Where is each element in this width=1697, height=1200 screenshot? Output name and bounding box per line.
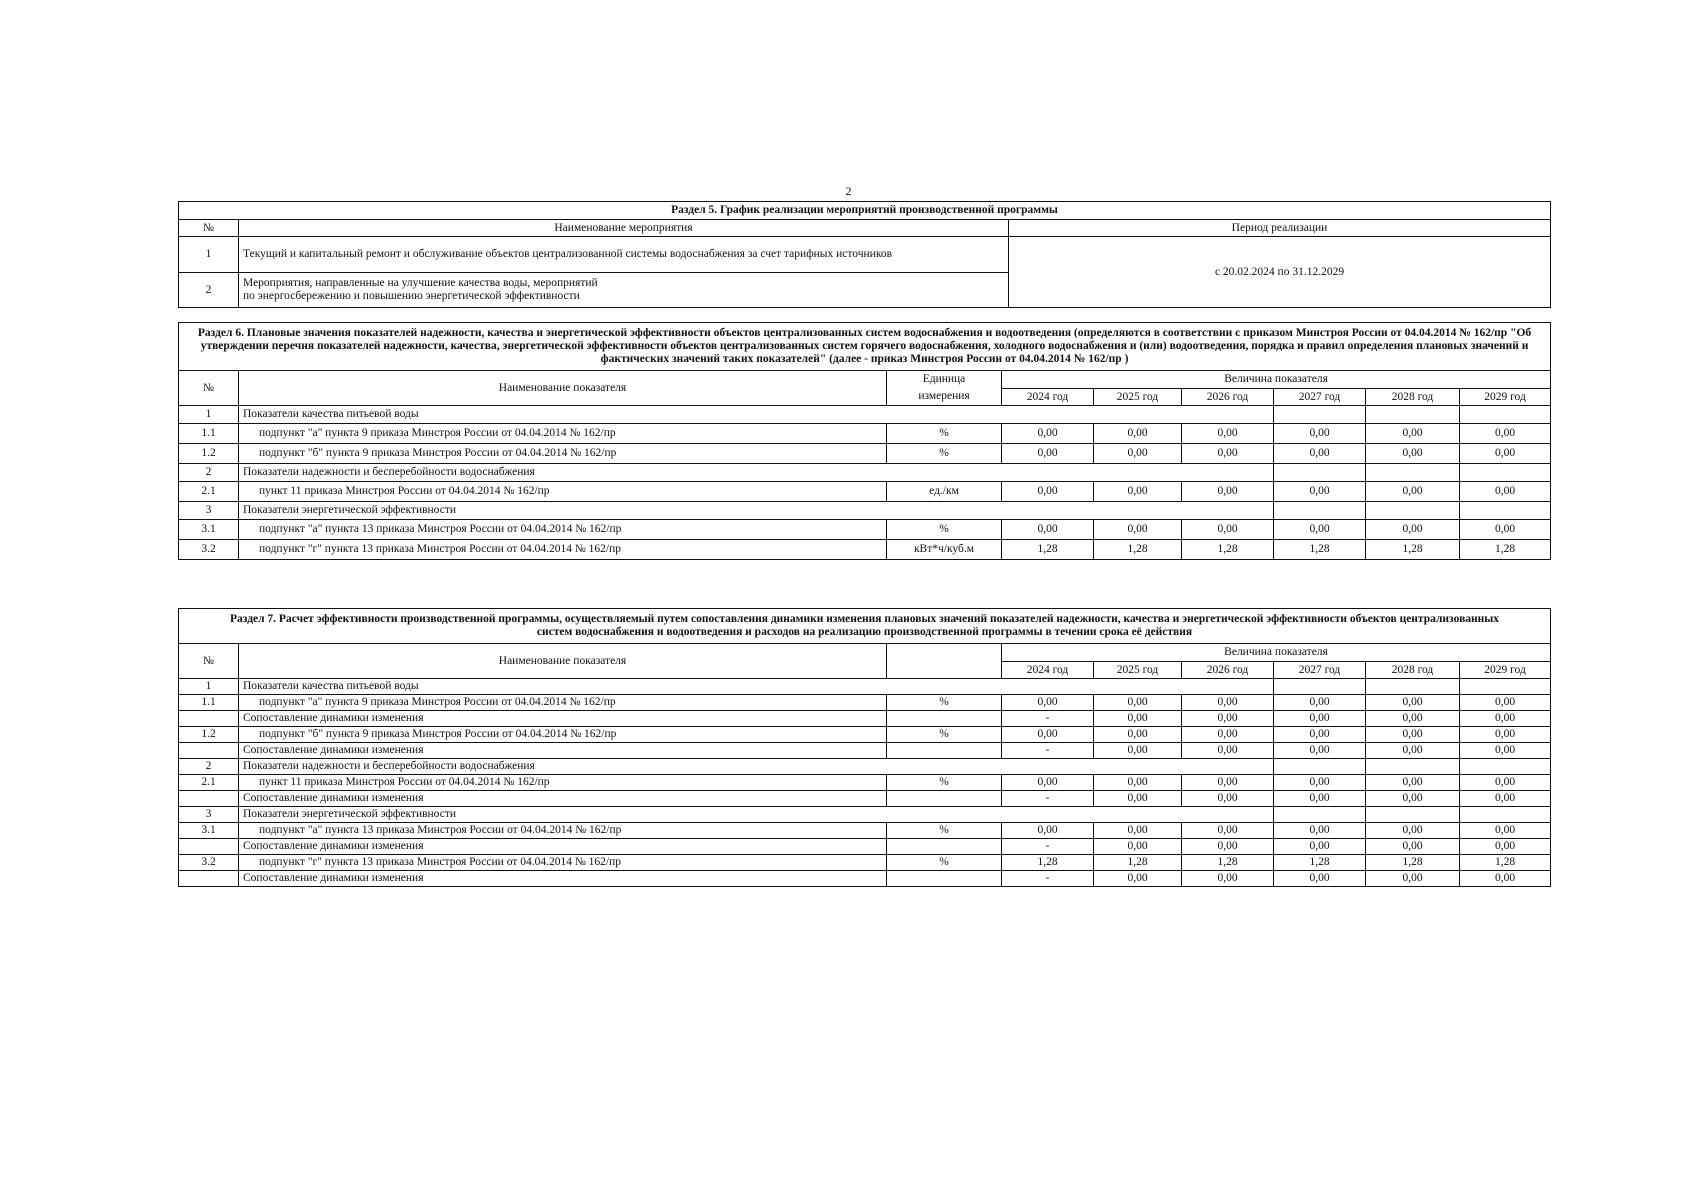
row-name (239, 273, 1009, 308)
table-row (179, 791, 1551, 807)
row-number: 2 (179, 464, 239, 482)
row-number: 2 (179, 273, 239, 308)
group-name: Показатели качества питьевой воды (239, 406, 1274, 424)
table-row (179, 775, 1551, 791)
section7-col-no: № (179, 644, 239, 679)
row-name-line: Мероприятия, направленные на улучшение качества воды, мероприятий (243, 277, 598, 289)
value-cell: 0,00 (1182, 743, 1274, 759)
section5-table (178, 201, 1551, 308)
value-cell: 0,00 (1094, 444, 1182, 464)
value-cell: 0,00 (1094, 743, 1182, 759)
row-number (179, 791, 239, 807)
value-cell: 0,00 (1274, 743, 1366, 759)
value-cell: 0,00 (1274, 520, 1366, 540)
table-row (179, 711, 1551, 727)
empty-cell (1460, 759, 1551, 775)
value-cell: 0,00 (1274, 775, 1366, 791)
section5-header-row (179, 220, 1551, 237)
value-cell: 1,28 (1274, 855, 1366, 871)
value-cell: 0,00 (1274, 727, 1366, 743)
value-cell: 0,00 (1274, 791, 1366, 807)
value-cell: 0,00 (1094, 775, 1182, 791)
value-cell: 0,00 (1366, 444, 1460, 464)
row-number: 3.1 (179, 823, 239, 839)
value-cell: 0,00 (1182, 791, 1274, 807)
value-cell: 0,00 (1460, 743, 1551, 759)
empty-cell (1366, 807, 1460, 823)
row-name: подпункт "б" пункта 9 приказа Минстроя России от 04.04.2014 № 162/пр (239, 727, 887, 743)
value-cell: 0,00 (1366, 871, 1460, 887)
row-name: пункт 11 приказа Минстроя России от 04.04.2014 № 162/пр (239, 775, 887, 791)
unit-cell (887, 871, 1002, 887)
value-cell: 0,00 (1460, 775, 1551, 791)
section7-title-row (179, 609, 1551, 644)
empty-cell (1366, 464, 1460, 482)
empty-cell (1274, 464, 1366, 482)
value-cell: 0,00 (1460, 444, 1551, 464)
row-number (179, 871, 239, 887)
unit-cell: % (887, 775, 1002, 791)
value-cell: 0,00 (1002, 444, 1094, 464)
unit-cell: % (887, 695, 1002, 711)
value-cell: 0,00 (1182, 871, 1274, 887)
value-cell: 0,00 (1274, 424, 1366, 444)
row-name: Сопоставление динамики изменения (239, 791, 887, 807)
empty-cell (1366, 406, 1460, 424)
row-number: 3 (179, 502, 239, 520)
row-number: 3.2 (179, 540, 239, 560)
unit-cell (887, 839, 1002, 855)
group-name: Показатели энергетической эффективности (239, 502, 1274, 520)
value-cell: 0,00 (1366, 482, 1460, 502)
unit-cell: ед./км (887, 482, 1002, 502)
value-cell: 0,00 (1274, 871, 1366, 887)
empty-cell (1274, 807, 1366, 823)
value-cell: 1,28 (1460, 540, 1551, 560)
value-cell: 1,28 (1002, 540, 1094, 560)
value-cell: 0,00 (1002, 695, 1094, 711)
value-cell: 0,00 (1274, 839, 1366, 855)
value-cell: 0,00 (1460, 871, 1551, 887)
unit-cell: % (887, 520, 1002, 540)
empty-cell (1366, 759, 1460, 775)
empty-cell (1366, 679, 1460, 695)
section6-col-no: № (179, 371, 239, 406)
row-name: Сопоставление динамики изменения (239, 743, 887, 759)
row-number: 2 (179, 759, 239, 775)
empty-cell (1460, 406, 1551, 424)
value-cell: 0,00 (1274, 711, 1366, 727)
empty-cell (1366, 502, 1460, 520)
empty-cell (1460, 502, 1551, 520)
value-cell: 0,00 (1002, 520, 1094, 540)
section5-col-period: Период реализации (1009, 220, 1551, 237)
value-cell: 0,00 (1366, 743, 1460, 759)
group-name: Показатели качества питьевой воды (239, 679, 1274, 695)
value-cell: 0,00 (1366, 424, 1460, 444)
value-cell: 0,00 (1182, 775, 1274, 791)
section6-title: Раздел 6. Плановые значения показателей надежности, качества и энергетической эффективности объектов централизованных систем водоснабжения и водоотведения (определяются в соответствии с приказом Минстроя России от 04.04.2014 № 162/пр "Об утверждении перечня показателей надежности, качества, энергетической эффективности объектов централизованных систем горячего водоснабжения, холодного водоснабжения и (или) водоотведения, порядка и правил определения плановых значений и фактических значений таких показателей" (далее - приказ Минстроя России от 04.04.2014 № 162/пр ) (179, 323, 1551, 371)
value-cell: 0,00 (1460, 482, 1551, 502)
unit-cell: % (887, 444, 1002, 464)
section5-title: Раздел 5. График реализации мероприятий производственной программы (179, 202, 1551, 220)
value-cell: - (1002, 791, 1094, 807)
row-number: 1.1 (179, 424, 239, 444)
value-cell: - (1002, 711, 1094, 727)
empty-cell (1460, 807, 1551, 823)
row-name-line: по энергосбережению и повышению энергетической эффективности (243, 290, 580, 302)
value-cell: 0,00 (1366, 823, 1460, 839)
value-cell: 0,00 (1002, 775, 1094, 791)
row-number: 2.1 (179, 775, 239, 791)
group-name: Показатели надежности и бесперебойности водоснабжения (239, 464, 1274, 482)
group-row (179, 406, 1551, 424)
value-cell: 1,28 (1274, 540, 1366, 560)
empty-cell (1460, 464, 1551, 482)
section5-col-name: Наименование мероприятия (239, 220, 1009, 237)
row-number: 1.2 (179, 727, 239, 743)
year-header: 2025 год (1094, 662, 1182, 679)
table-row (179, 540, 1551, 560)
value-cell: 0,00 (1094, 871, 1182, 887)
section6-table (178, 322, 1551, 560)
value-cell: 0,00 (1460, 695, 1551, 711)
unit-cell: % (887, 424, 1002, 444)
value-cell: 0,00 (1094, 482, 1182, 502)
empty-cell (1274, 759, 1366, 775)
value-cell: 1,28 (1094, 855, 1182, 871)
group-row (179, 464, 1551, 482)
value-cell: 0,00 (1182, 711, 1274, 727)
value-cell: 0,00 (1002, 482, 1094, 502)
section6-col-name: Наименование показателя (239, 371, 887, 406)
value-cell: 0,00 (1366, 791, 1460, 807)
section6-col-unit: Единица (887, 371, 1002, 389)
year-header: 2029 год (1460, 389, 1551, 406)
value-cell: 1,28 (1460, 855, 1551, 871)
value-cell: 0,00 (1460, 711, 1551, 727)
unit-cell: % (887, 823, 1002, 839)
value-cell: 0,00 (1366, 727, 1460, 743)
year-header: 2029 год (1460, 662, 1551, 679)
section6-col-unit-line2: измерения (887, 389, 1002, 406)
unit-cell (887, 791, 1002, 807)
row-name: Текущий и капитальный ремонт и обслуживание объектов централизованной системы водоснабжения за счет тарифных источников (239, 237, 1009, 273)
value-cell: 0,00 (1366, 711, 1460, 727)
section7-title: Раздел 7. Расчет эффективности производственной программы, осуществляемый путем сопоставления динамики изменения плановых значений показателей надежности, качества и энергетической эффективности объектов централизованных систем водоснабжения и водоотведения и расходов на реализацию производственной программы в течении срока её действия (179, 609, 1551, 644)
section6-title-row (179, 323, 1551, 371)
value-cell: 0,00 (1182, 727, 1274, 743)
value-cell: 0,00 (1366, 695, 1460, 711)
table-row (179, 695, 1551, 711)
row-name: подпункт "г" пункта 13 приказа Минстроя России от 04.04.2014 № 162/пр (239, 540, 887, 560)
empty-cell (1274, 679, 1366, 695)
group-name: Показатели энергетической эффективности (239, 807, 1274, 823)
value-cell: 1,28 (1002, 855, 1094, 871)
row-name: подпункт "г" пункта 13 приказа Минстроя России от 04.04.2014 № 162/пр (239, 855, 887, 871)
year-header: 2026 год (1182, 389, 1274, 406)
row-number: 1 (179, 679, 239, 695)
table-row (179, 444, 1551, 464)
value-cell: 0,00 (1182, 695, 1274, 711)
value-cell: - (1002, 839, 1094, 855)
year-header: 2027 год (1274, 389, 1366, 406)
section5-col-no: № (179, 220, 239, 237)
value-cell: 0,00 (1460, 727, 1551, 743)
unit-cell: % (887, 727, 1002, 743)
unit-cell (887, 711, 1002, 727)
row-number: 3.2 (179, 855, 239, 871)
section7-col-name: Наименование показателя (239, 644, 887, 679)
section7-table (178, 608, 1551, 887)
value-cell: 0,00 (1182, 520, 1274, 540)
value-cell: 0,00 (1366, 775, 1460, 791)
value-cell: 0,00 (1094, 695, 1182, 711)
value-cell: 0,00 (1460, 520, 1551, 540)
value-cell: 0,00 (1460, 823, 1551, 839)
section5-title-row (179, 202, 1551, 220)
value-cell: 0,00 (1094, 823, 1182, 839)
row-name: пункт 11 приказа Минстроя России от 04.04.2014 № 162/пр (239, 482, 887, 502)
row-number: 1.1 (179, 695, 239, 711)
value-cell: 0,00 (1182, 823, 1274, 839)
value-cell: 1,28 (1366, 540, 1460, 560)
row-name: Сопоставление динамики изменения (239, 711, 887, 727)
row-name: подпункт "а" пункта 9 приказа Минстроя России от 04.04.2014 № 162/пр (239, 695, 887, 711)
value-cell: 0,00 (1094, 727, 1182, 743)
value-cell: 0,00 (1366, 520, 1460, 540)
value-cell: 0,00 (1460, 839, 1551, 855)
row-number (179, 711, 239, 727)
unit-cell: кВт*ч/куб.м (887, 540, 1002, 560)
value-cell: 0,00 (1094, 520, 1182, 540)
year-header: 2027 год (1274, 662, 1366, 679)
table-row (179, 743, 1551, 759)
value-cell: 0,00 (1002, 727, 1094, 743)
section7-col-value: Величина показателя (1002, 644, 1551, 662)
table-row (179, 520, 1551, 540)
value-cell: 0,00 (1460, 791, 1551, 807)
year-header: 2026 год (1182, 662, 1274, 679)
table-row (179, 482, 1551, 502)
value-cell: 0,00 (1094, 711, 1182, 727)
value-cell: 1,28 (1366, 855, 1460, 871)
group-name: Показатели надежности и бесперебойности водоснабжения (239, 759, 1274, 775)
row-number: 3 (179, 807, 239, 823)
value-cell: 0,00 (1460, 424, 1551, 444)
year-header: 2024 год (1002, 662, 1094, 679)
year-header: 2025 год (1094, 389, 1182, 406)
value-cell: 0,00 (1094, 424, 1182, 444)
value-cell: - (1002, 743, 1094, 759)
row-number: 1 (179, 406, 239, 424)
empty-cell (1274, 406, 1366, 424)
value-cell: 0,00 (1274, 482, 1366, 502)
row-name: Сопоставление динамики изменения (239, 839, 887, 855)
empty-cell (1274, 502, 1366, 520)
section7-header-row (179, 644, 1551, 662)
period-value: с 20.02.2024 по 31.12.2029 (1009, 237, 1551, 308)
value-cell: 0,00 (1002, 424, 1094, 444)
table-row (179, 727, 1551, 743)
unit-cell (887, 743, 1002, 759)
row-name: подпункт "б" пункта 9 приказа Минстроя России от 04.04.2014 № 162/пр (239, 444, 887, 464)
value-cell: - (1002, 871, 1094, 887)
year-header: 2024 год (1002, 389, 1094, 406)
value-cell: 0,00 (1094, 839, 1182, 855)
row-number: 1 (179, 237, 239, 273)
table-row (179, 237, 1551, 273)
group-row (179, 759, 1551, 775)
row-name: подпункт "а" пункта 13 приказа Минстроя России от 04.04.2014 № 162/пр (239, 520, 887, 540)
section6-header-row (179, 371, 1551, 389)
group-row (179, 502, 1551, 520)
table-row (179, 871, 1551, 887)
page-number: 2 (845, 184, 852, 198)
value-cell: 1,28 (1182, 855, 1274, 871)
group-row (179, 807, 1551, 823)
row-name: подпункт "а" пункта 13 приказа Минстроя России от 04.04.2014 № 162/пр (239, 823, 887, 839)
value-cell: 0,00 (1182, 424, 1274, 444)
value-cell: 1,28 (1094, 540, 1182, 560)
row-name: Сопоставление динамики изменения (239, 871, 887, 887)
value-cell: 0,00 (1274, 695, 1366, 711)
value-cell: 0,00 (1274, 444, 1366, 464)
year-header: 2028 год (1366, 389, 1460, 406)
empty-cell (1460, 679, 1551, 695)
table-row (179, 823, 1551, 839)
value-cell: 0,00 (1002, 823, 1094, 839)
value-cell: 0,00 (1094, 791, 1182, 807)
row-number (179, 743, 239, 759)
row-number: 2.1 (179, 482, 239, 502)
section7-col-unit (887, 644, 1002, 679)
row-number: 1.2 (179, 444, 239, 464)
section6-col-value: Величина показателя (1002, 371, 1551, 389)
value-cell: 0,00 (1274, 823, 1366, 839)
row-number: 3.1 (179, 520, 239, 540)
value-cell: 0,00 (1182, 839, 1274, 855)
group-row (179, 679, 1551, 695)
row-number (179, 839, 239, 855)
value-cell: 0,00 (1182, 444, 1274, 464)
year-header: 2028 год (1366, 662, 1460, 679)
unit-cell: % (887, 855, 1002, 871)
table-row (179, 839, 1551, 855)
value-cell: 1,28 (1182, 540, 1274, 560)
value-cell: 0,00 (1366, 839, 1460, 855)
table-row (179, 855, 1551, 871)
table-row (179, 424, 1551, 444)
row-name: подпункт "а" пункта 9 приказа Минстроя России от 04.04.2014 № 162/пр (239, 424, 887, 444)
value-cell: 0,00 (1182, 482, 1274, 502)
